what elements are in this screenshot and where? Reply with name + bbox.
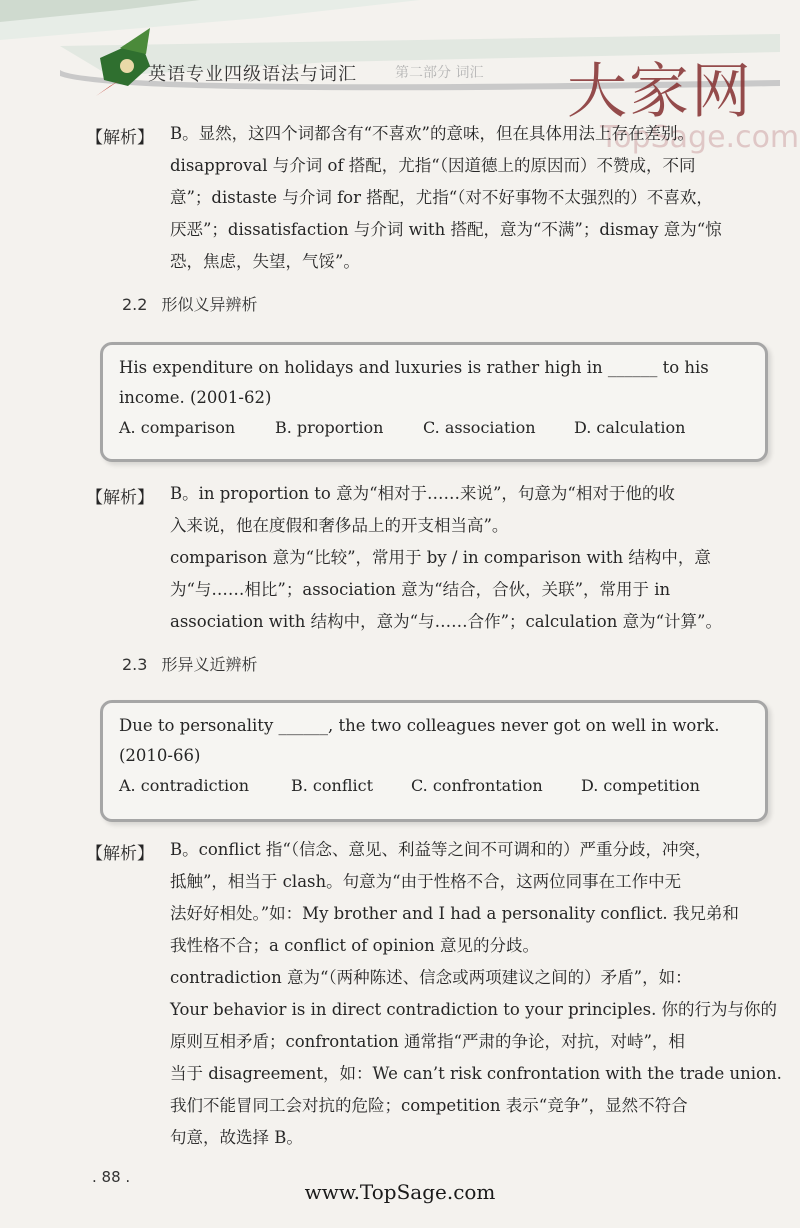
- explanation-block-2: [86, 478, 786, 638]
- text-line: 抵触”，相当于 clash。句意为“由于性格不合，这两位同事在工作中无: [170, 872, 682, 891]
- explanation-block-1: [86, 118, 786, 278]
- watermark-sub: TopSage.com: [600, 120, 800, 155]
- option-b: B. conflict: [291, 776, 374, 795]
- text-line: B。in proportion to 意为“相对于……来说”，句意为“相对于他的收: [170, 484, 675, 503]
- text-line: 句意，故选择 B。: [170, 1128, 303, 1147]
- section-heading-2-3: [122, 652, 257, 675]
- explanation-label: 【解析】: [86, 488, 154, 508]
- answer-options: [119, 771, 749, 801]
- answer-options: [119, 413, 749, 443]
- text-line: association with 结构中，意为“与……合作”；calculation 意为“计算”。: [170, 612, 722, 631]
- explanation-text: [170, 118, 786, 278]
- option-b: B. proportion: [275, 418, 384, 437]
- question-text: Due to personality ______, the two colleagues never got on well in work.: [119, 716, 720, 735]
- explanation-text: [170, 478, 786, 638]
- text-line: 法好好相处。”如：My brother and I had a personality conflict. 我兄弟和: [170, 904, 739, 923]
- question-text: His expenditure on holidays and luxuries is rather high in ______ to his: [119, 358, 709, 377]
- section-title: 形似义异辨析: [161, 295, 258, 314]
- explanation-label: 【解析】: [86, 128, 154, 148]
- option-c: C. confrontation: [411, 776, 543, 795]
- section-number: 2.3: [122, 655, 148, 674]
- explanation-label: 【解析】: [86, 844, 154, 864]
- text-line: 入来说，他在度假和奢侈品上的开支相当高”。: [170, 516, 509, 535]
- text-line: 当于 disagreement，如：We can’t risk confrontation with the trade union.: [170, 1064, 782, 1083]
- section-title: 形异义近辨析: [161, 655, 258, 674]
- option-d: D. calculation: [574, 418, 686, 437]
- explanation-block-3: [86, 834, 786, 1154]
- section-number: 2.2: [122, 295, 148, 314]
- text-line: 厌恶”；dissatisfaction 与介词 with 搭配，意为“不满”；dismay 意为“惊: [170, 220, 722, 239]
- section-heading-2-2: [122, 292, 257, 315]
- text-line: 意”；distaste 与介词 for 搭配，尤指“（对不好事物不太强烈的）不喜欢，: [170, 188, 713, 207]
- text-line: contradiction 意为“（两种陈述、信念或两项建议之间的）矛盾”，如：: [170, 968, 692, 987]
- text-line: 为“与……相比”；association 意为“结合，合伙，关联”，常用于 in: [170, 580, 671, 599]
- option-a: A. contradiction: [119, 776, 250, 795]
- header-section-text: 第二部分 词汇: [395, 65, 484, 81]
- question-box-2: [100, 700, 768, 822]
- book-title: 英语专业四级语法与词汇: [148, 64, 357, 85]
- question-text: income. (2001-62): [119, 388, 272, 407]
- text-line: B。显然，这四个词都含有“不喜欢”的意味，但在具体用法上存在差别。: [170, 124, 694, 143]
- page-number: . 88 .: [92, 1168, 131, 1186]
- text-line: 恐，焦虑，失望，气馁”。: [170, 252, 360, 271]
- explanation-text: [170, 834, 786, 1154]
- text-line: 我们不能冒同工会对抗的危险；competition 表示“竞争”，显然不符合: [170, 1096, 688, 1115]
- question-box-1: [100, 342, 768, 462]
- text-line: Your behavior is in direct contradiction to your principles. 你的行为与你的: [170, 1000, 778, 1019]
- text-line: 原则互相矛盾；confrontation 通常指“严肃的争论，对抗，对峙”，相: [170, 1032, 685, 1051]
- option-d: D. competition: [581, 776, 700, 795]
- text-line: 我性格不合；a conflict of opinion 意见的分歧。: [170, 936, 540, 955]
- option-a: A. comparison: [119, 418, 236, 437]
- text-line: comparison 意为“比较”，常用于 by / in comparison with 结构中，意: [170, 548, 711, 567]
- text-line: B。conflict 指“（信念、意见、利益等之间不可调和的）严重分歧，冲突，: [170, 840, 712, 859]
- footer-url: www.TopSage.com: [304, 1180, 496, 1204]
- text-line: disapproval 与介词 of 搭配，尤指“（因道德上的原因而）不赞成，不同: [170, 156, 696, 175]
- watermark-logo: 大家网: [567, 57, 753, 127]
- question-text: (2010-66): [119, 746, 201, 765]
- option-c: C. association: [423, 418, 536, 437]
